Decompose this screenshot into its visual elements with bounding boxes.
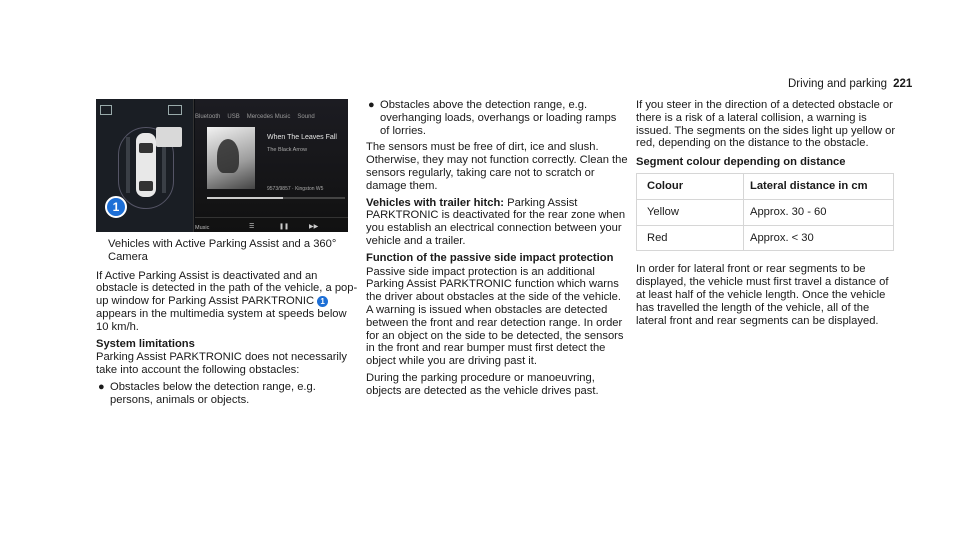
artist-name: The Black Arrow bbox=[267, 147, 308, 153]
table-header-cell: Colour bbox=[637, 173, 744, 199]
column-2 bbox=[366, 99, 628, 402]
next-icon: ▶▶ bbox=[309, 224, 319, 230]
figure-caption: Vehicles with Active Parking Assist and a 360° Camera bbox=[108, 238, 337, 263]
album-figure bbox=[217, 139, 239, 173]
tab-bluetooth: Bluetooth bbox=[195, 114, 221, 120]
steer-paragraph: If you steer in the direction of a detected obstacle or there is a risk of a lateral collision, a warning is issued. The segments on the sides light up yellow or red, depending on the distance to the obstacle. bbox=[636, 99, 896, 150]
table-cell: Approx. < 30 bbox=[744, 225, 894, 251]
table-heading: Segment colour depending on distance bbox=[636, 156, 846, 169]
trailer-paragraph bbox=[366, 197, 628, 248]
table-cell: Approx. 30 - 60 bbox=[744, 199, 894, 225]
bullet-text: Obstacles above the detection range, e.g. overhanging loads, overhangs or loading ramps of lorries. bbox=[380, 99, 617, 137]
parking-assist-figure bbox=[96, 99, 348, 232]
page-number: 221 bbox=[893, 78, 913, 90]
column-1 bbox=[96, 99, 358, 411]
section-title: Driving and parking bbox=[788, 78, 888, 90]
music-label: Music bbox=[195, 225, 210, 231]
sensors-paragraph: The sensors must be free of dirt, ice and slush. Otherwise, they may not function correctly. Clean the sensors regularly, taking care not to scratch or damage them. bbox=[366, 141, 628, 192]
limits-heading: System limitations bbox=[96, 337, 195, 350]
segment-colour-table bbox=[636, 173, 894, 251]
popup-window bbox=[156, 127, 182, 147]
bullet-icon: ● bbox=[368, 99, 375, 111]
vehicle-rear-window bbox=[139, 181, 153, 191]
passive-heading: Function of the passive side impact protection bbox=[366, 251, 614, 264]
trailer-text: Parking Assist PARKTRONIC is deactivated for the rear zone when you establish an electrical connection between your vehicle and a trailer. bbox=[366, 196, 626, 247]
page-header bbox=[788, 78, 924, 90]
pause-icon: ❚❚ bbox=[279, 224, 290, 230]
table-cell: Yellow bbox=[637, 199, 744, 225]
camera-icon bbox=[100, 105, 112, 115]
column-3 bbox=[636, 99, 896, 331]
table-header-cell: Lateral distance in cm bbox=[744, 173, 894, 199]
playback-progress bbox=[207, 197, 345, 199]
tab-mercedes-music: Mercedes Music bbox=[246, 114, 291, 120]
parktronic-view bbox=[96, 99, 194, 232]
popup-paragraph bbox=[96, 270, 358, 334]
callout-1-icon: 1 bbox=[317, 296, 328, 307]
table-header-row bbox=[637, 173, 894, 199]
media-tabs bbox=[195, 111, 348, 124]
limits-text: Parking Assist PARKTRONIC does not necessarily take into account the following obstacles: bbox=[96, 351, 347, 377]
popup-text-a: If Active Parking Assist is deactivated and an obstacle is detected in the path of the vehicle, a pop-up window for Parking Assist PARKTRONIC bbox=[96, 269, 358, 308]
list-item bbox=[96, 381, 358, 407]
bullet-icon: ● bbox=[98, 380, 105, 393]
parking-icon bbox=[168, 105, 182, 115]
media-bottom-bar bbox=[195, 217, 348, 232]
bullet-text: Obstacles below the detection range, e.g. persons, animals or objects. bbox=[110, 380, 316, 406]
callout-1-icon: 1 bbox=[105, 196, 127, 218]
tab-usb: USB bbox=[227, 114, 240, 120]
order-paragraph: In order for lateral front or rear segments to be displayed, the vehicle must first travel a distance of at least half of the vehicle length. Once the vehicle has travelled the length of the vehicle, all of the lateral front and rear segments can be displayed. bbox=[636, 263, 889, 327]
popup-text-b: appears in the multimedia system at speeds below 10 km/h. bbox=[96, 307, 347, 333]
playback-progress-fill bbox=[207, 197, 283, 199]
passive-paragraph: Passive side impact protection is an additional Parking Assist PARKTRONIC function which warns the driver about obstacles at the side of the vehicle. A warning is issued when obstacles are detected between the front and rear detection range. In order for an object on the side to be detected, the sensors in the front and rear bumper must first detect the object while you are driving past it. bbox=[366, 265, 624, 368]
media-view bbox=[195, 99, 348, 232]
left-segment bbox=[126, 137, 130, 193]
frequency-readout: 9573/9857 · Kingston W5 bbox=[267, 186, 324, 192]
table-cell: Red bbox=[637, 225, 744, 251]
procedure-paragraph: During the parking procedure or manoeuvring, objects are detected as the vehicle drives past. bbox=[366, 371, 599, 397]
tab-sound: Sound bbox=[297, 114, 315, 120]
trailer-heading: Vehicles with trailer hitch: bbox=[366, 196, 505, 209]
table-row bbox=[637, 199, 894, 225]
vehicle-windscreen bbox=[139, 143, 153, 153]
playlist-icon: ☰ bbox=[249, 224, 255, 230]
song-title: When The Leaves Fall bbox=[267, 134, 337, 141]
table-row bbox=[637, 225, 894, 251]
list-item bbox=[366, 99, 628, 137]
